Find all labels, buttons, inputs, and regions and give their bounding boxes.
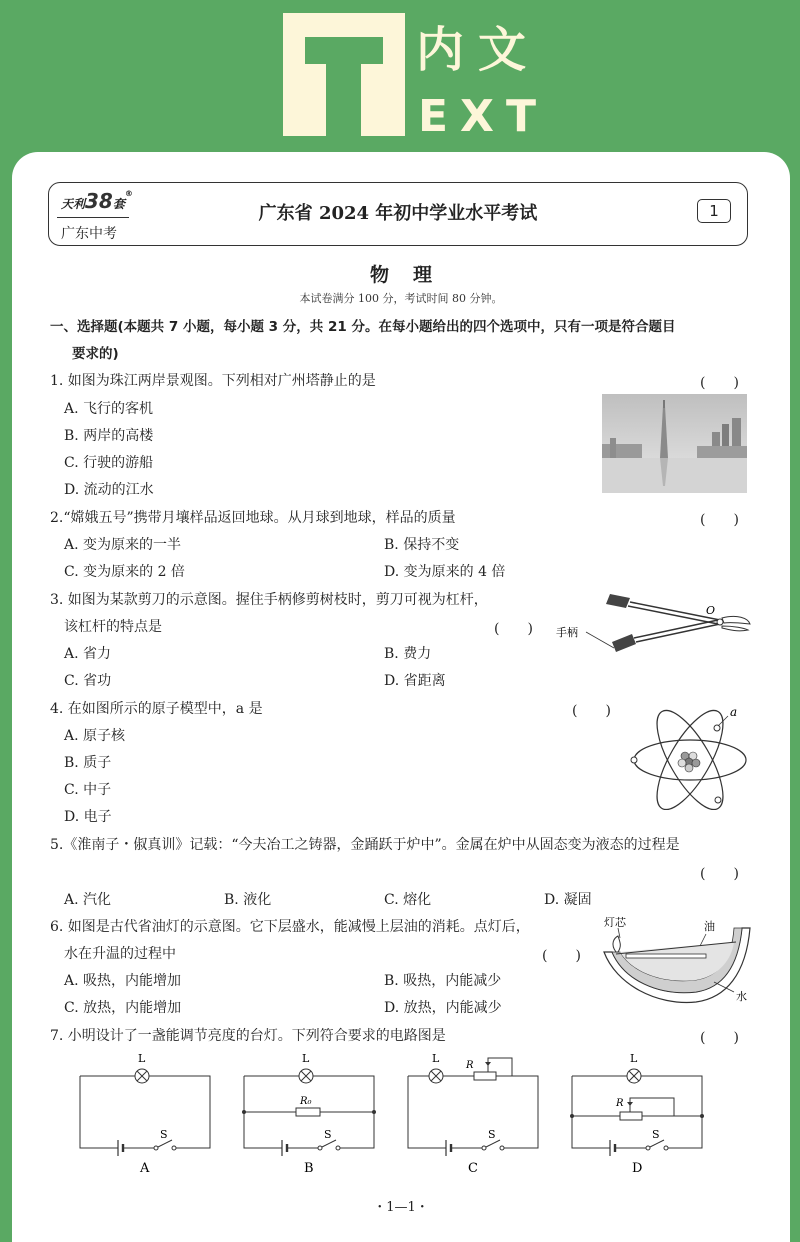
- svg-text:L: L: [630, 1052, 638, 1065]
- oil-lamp-diagram: [596, 914, 756, 1012]
- svg-text:S: S: [488, 1128, 496, 1141]
- header-subtitle: 广东中考: [61, 226, 117, 242]
- electron-label: a: [730, 705, 738, 719]
- svg-text:R: R: [616, 1098, 624, 1109]
- svg-text:L: L: [138, 1052, 146, 1065]
- exam-note: 本试卷满分 100 分，考试时间 80 分钟。: [299, 292, 503, 305]
- atom-model-diagram: [630, 702, 750, 810]
- question-5-stem: 5.《淮南子・俶真训》记载：“今夫冶工之铸器，金踊跃于炉中”。金属在炉中从固态变为液态的过程是: [50, 837, 680, 853]
- option[interactable]: A. 吸热，内能增加: [64, 973, 182, 989]
- option[interactable]: D. 放热，内能减少: [384, 1000, 502, 1016]
- answer-blank[interactable]: ( ): [572, 703, 611, 719]
- section-heading-cont: 要求的): [72, 346, 119, 362]
- circuit-letter: B: [304, 1161, 314, 1176]
- question-2-stem: 2.“嫦娥五号”携带月壤样品返回地球。从月球到地球，样品的质量: [50, 510, 456, 526]
- svg-text:L: L: [432, 1052, 440, 1065]
- option[interactable]: D. 电子: [64, 809, 112, 825]
- exam-title: 广东省 2024 年初中学业水平考试: [258, 203, 538, 224]
- option[interactable]: B. 质子: [64, 755, 112, 771]
- option[interactable]: B. 吸热，内能减少: [384, 973, 502, 989]
- paper-number-badge: 1: [697, 199, 731, 223]
- svg-text:R₀: R₀: [300, 1096, 312, 1107]
- exam-paper: [12, 152, 790, 1242]
- answer-blank[interactable]: ( ): [542, 948, 581, 964]
- svg-text:R: R: [466, 1060, 474, 1071]
- page-footer: ・1—1・: [373, 1200, 429, 1215]
- option[interactable]: C. 中子: [64, 782, 112, 798]
- circuit-c[interactable]: [404, 1048, 544, 1178]
- wick-label: 灯芯: [604, 916, 626, 929]
- option[interactable]: A. 省力: [64, 646, 112, 662]
- question-4-stem: 4. 在如图所示的原子模型中，a 是: [50, 701, 263, 717]
- question-3-stem: 3. 如图为某款剪刀的示意图。握住手柄修剪树枝时，剪刀可视为杠杆，: [50, 592, 488, 608]
- option[interactable]: C. 变为原来的 2 倍: [64, 564, 185, 580]
- circuit-a[interactable]: [76, 1048, 216, 1178]
- circuit-letter: C: [468, 1161, 478, 1176]
- option[interactable]: D. 省距离: [384, 673, 446, 689]
- option[interactable]: B. 两岸的高楼: [64, 428, 154, 444]
- svg-text:S: S: [324, 1128, 332, 1141]
- option[interactable]: D. 凝固: [544, 892, 592, 908]
- option[interactable]: B. 费力: [384, 646, 432, 662]
- option[interactable]: D. 变为原来的 4 倍: [384, 564, 506, 580]
- circuit-d[interactable]: [568, 1048, 708, 1178]
- shears-diagram: [552, 590, 752, 660]
- guangzhou-tower-photo: [602, 394, 747, 493]
- answer-blank[interactable]: ( ): [700, 1030, 739, 1046]
- circuit-letter: D: [632, 1161, 643, 1176]
- subject-title: 物理: [369, 264, 456, 286]
- answer-blank[interactable]: ( ): [494, 621, 533, 637]
- svg-text:S: S: [652, 1128, 660, 1141]
- question-3-stem-cont: 该杠杆的特点是: [64, 619, 162, 635]
- option[interactable]: B. 液化: [224, 892, 272, 908]
- option[interactable]: A. 汽化: [64, 892, 112, 908]
- oil-label: 油: [704, 920, 715, 933]
- option[interactable]: B. 保持不变: [384, 537, 460, 553]
- option[interactable]: C. 行驶的游船: [64, 455, 154, 471]
- section-heading: 一、选择题(本题共 7 小题，每小题 3 分，共 21 分。在每小题给出的四个选项中，只有一项是符合题目: [50, 319, 676, 335]
- option[interactable]: D. 流动的江水: [64, 482, 154, 498]
- answer-blank[interactable]: ( ): [700, 512, 739, 528]
- banner-english-title: EXT: [418, 91, 548, 142]
- banner-chinese-title: 内文: [416, 22, 541, 78]
- svg-text:L: L: [302, 1052, 310, 1065]
- circuit-letter: A: [140, 1161, 150, 1176]
- option[interactable]: A. 变为原来的一半: [64, 537, 182, 553]
- handle-label: 手柄: [556, 626, 578, 639]
- brand-logo: 天利38套®: [61, 189, 133, 213]
- circuit-b[interactable]: [240, 1048, 380, 1178]
- pivot-label: O: [706, 604, 716, 617]
- option[interactable]: C. 放热，内能增加: [64, 1000, 182, 1016]
- water-label: 水: [736, 990, 747, 1003]
- question-7-stem: 7. 小明设计了一盏能调节亮度的台灯。下列符合要求的电路图是: [50, 1028, 446, 1044]
- question-6-stem: 6. 如图是古代省油灯的示意图。它下层盛水，能减慢上层油的消耗。点灯后，: [50, 919, 530, 935]
- answer-blank[interactable]: ( ): [700, 866, 739, 882]
- question-1-stem: 1. 如图为珠江两岸景观图。下列相对广州塔静止的是: [50, 373, 376, 389]
- option[interactable]: A. 原子核: [64, 728, 126, 744]
- banner-letter-block: [283, 13, 405, 136]
- option[interactable]: A. 飞行的客机: [64, 401, 154, 417]
- exam-header: [48, 182, 748, 246]
- question-6-stem-cont: 水在升温的过程中: [64, 946, 176, 962]
- option[interactable]: C. 熔化: [384, 892, 432, 908]
- option[interactable]: C. 省功: [64, 673, 112, 689]
- svg-text:S: S: [160, 1128, 168, 1141]
- answer-blank[interactable]: ( ): [700, 375, 739, 391]
